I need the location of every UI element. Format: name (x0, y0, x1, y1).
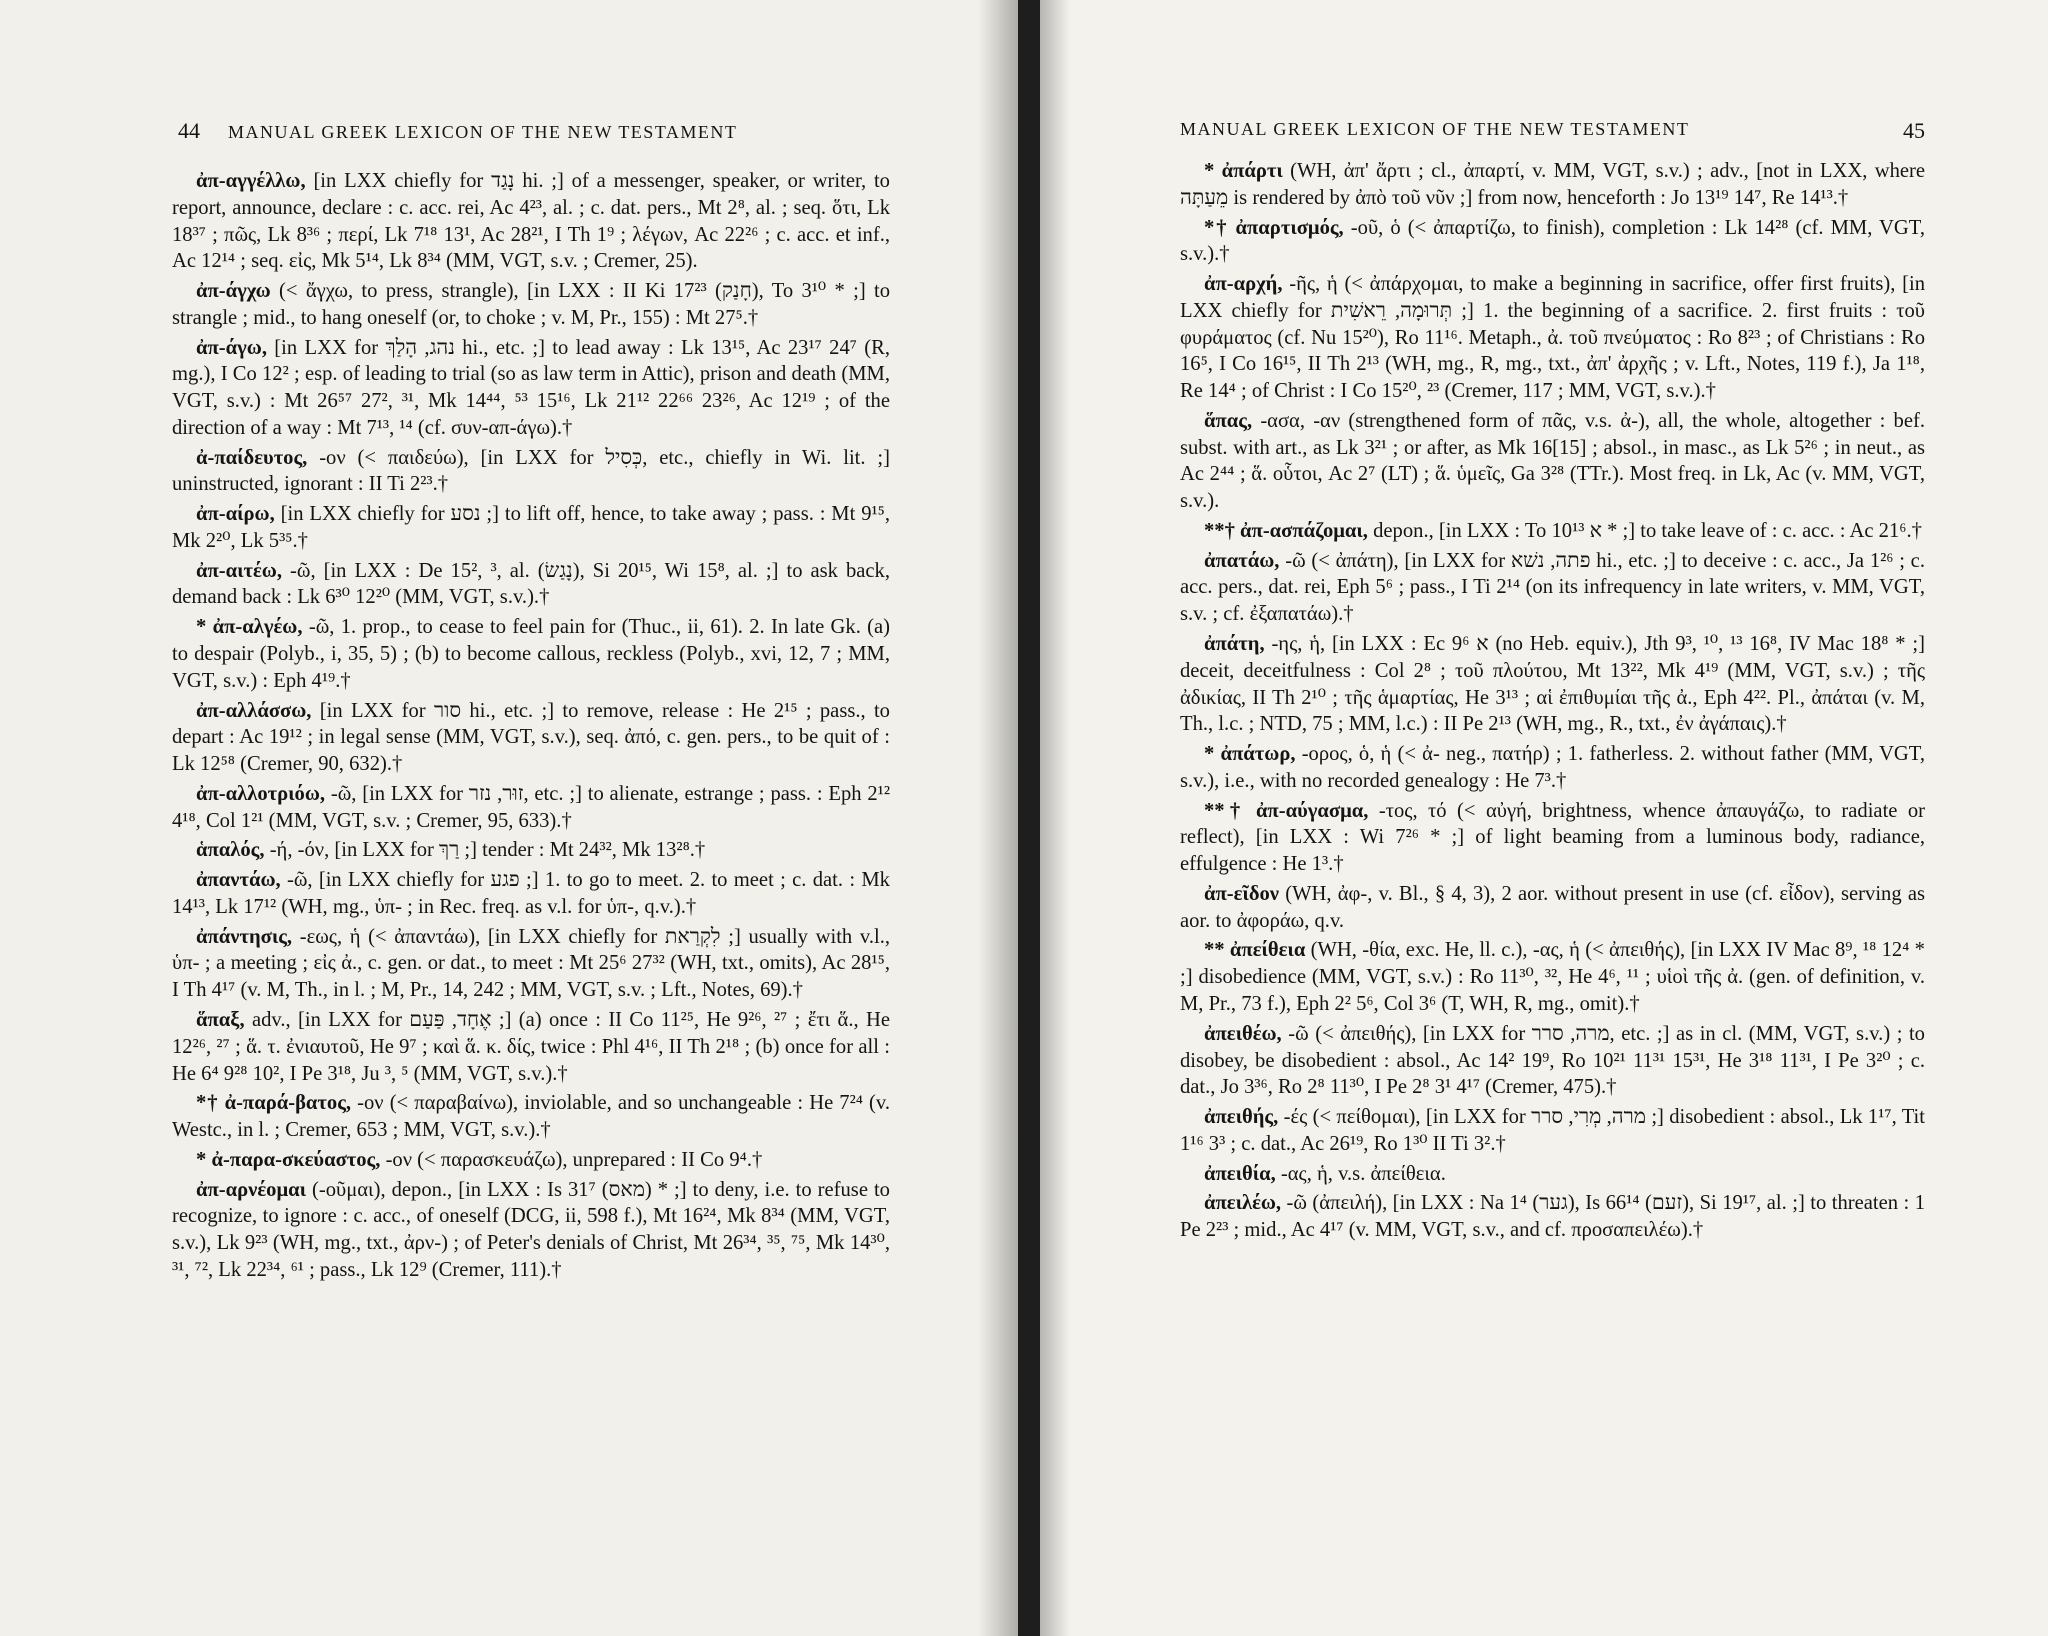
entry-definition: -τος, τό (< αὐγή, brightness, whence ἀπαυγάζω, to radiate or reflect), [in LXX : Wi 7²⁶ * ;] of light beaming from a luminous body, radiance, effulgence : He 1³.† (1180, 799, 1926, 876)
right-page (1040, 0, 2048, 1636)
entry-definition: (-οῦμαι), depon., [in LXX : Is 31⁷ (מאס) * ;] to deny, i.e. to refuse to recognize, to ignore : c. acc., of oneself (DCG, ii, 598 f.), Mt 16²⁴, Mk 8³⁴ (MM, VGT, s.v.), Lk 9²³ (WH, mg., txt., ἀρν-) ; of Peter's denials of Christ, Mt 26³⁴, ³⁵, ⁷⁵, Mk 14³⁰, ³¹, ⁷², Lk 22³⁴, ⁶¹ ; pass., Lk 12⁹ (Cremer, 111).† (172, 1178, 890, 1281)
entry-definition: -οῦ, ὁ (< ἀπαρτίζω, to finish), completion : Lk 14²⁸ (cf. MM, VGT, s.v.).† (1180, 216, 1925, 266)
entry-definition: -ον (< παρασκευάζω), unprepared : II Co 9⁴.† (385, 1148, 763, 1171)
lexicon-entry (1180, 518, 1925, 545)
lexicon-entry (172, 1007, 890, 1087)
entry-definition: (< ἄγχω, to press, strangle), [in LXX : II Ki 17²³ (חָנַק), To 3¹⁰ * ;] to strangle ; mid., to hang oneself (or, to choke ; v. M, Pr., 155) : Mt 27⁵.† (172, 280, 890, 329)
right-lexicon-column (1180, 158, 1925, 1247)
entry-lemma: ἀπ-άγχω (196, 280, 271, 303)
entry-definition: -ῶ, [in LXX : De 15², ³, al. (נָגַשׂ), Si 20¹⁵, Wi 15⁸, al. ;] to ask back, demand back : Lk 6³⁰ 12²⁰ (MM, VGT, s.v.).† (172, 559, 890, 609)
lexicon-entry (1180, 741, 1925, 795)
left-page-number: 44 (178, 118, 200, 143)
left-lexicon-column (172, 168, 890, 1287)
entry-lemma: ἀπ-αρχή, (1204, 273, 1283, 296)
entry-lemma: ἅπαξ, (196, 1008, 245, 1031)
entry-lemma: ἀπ-αλλάσσω, (196, 699, 312, 722)
lexicon-entry (172, 837, 890, 864)
entry-definition: -ας, ἡ, v.s. ἀπείθεια. (1280, 1162, 1446, 1185)
right-page-number: 45 (1903, 118, 1925, 143)
entry-definition: (WH, ἀφ-, v. Bl., § 4, 3), 2 aor. without present in use (cf. εἶδον), serving as aor. to ἀφοράω, q.v. (1180, 882, 1925, 932)
entry-mark: *† (196, 1092, 219, 1115)
lexicon-entry (1180, 1104, 1925, 1158)
entry-definition: -ῶ, 1. prop., to cease to feel pain for (Thuc., ii, 61). 2. In late Gk. (a) to despair (Polyb., i, 35, 5) ; (b) to become callous, reckless (Polyb., xvi, 12, 7 ; MM, VGT, s.v.) : Eph 4¹⁹.† (172, 616, 891, 692)
entry-definition: -ές (< πείθομαι), [in LXX for מרה, מְרִי, סרר ;] disobedient : absol., Lk 1¹⁷, Tit 1¹⁶ 3³ ; c. dat., Ac 26¹⁹, Ro 1³⁰ II Ti 3².† (1180, 1106, 1925, 1155)
lexicon-entry (1180, 1021, 1925, 1101)
lexicon-entry (172, 924, 890, 1004)
lexicon-entry (1180, 1161, 1925, 1188)
entry-definition: -εως, ἡ (< ἀπαντάω), [in LXX chiefly for לִקְרַאת ;] usually with v.l., ὑπ- ; a meeting ; εἰς ἀ., c. gen. or dat., to meet : Mt 25⁶ 27³² (WH, txt., omits), Ac 28¹⁵, I Th 4¹⁷ (v. M, Th., in l. ; M, Pr., 14, 242 ; MM, VGT, s.v. ; Lft., Notes, 69).† (172, 925, 890, 1002)
entry-definition: (WH, ἀπ' ἄρτι ; cl., ἀπαρτί, v. MM, VGT, s.v.) ; adv., [not in LXX, where מֵעַתָּה is rendered by ἀπὸ τοῦ νῦν ;] from now, henceforth : Jo 13¹⁹ 14⁷, Re 14¹³.† (1180, 160, 1926, 209)
entry-lemma: ἀπαρτισμός, (1235, 216, 1344, 239)
entry-lemma: ἀπειθία, (1204, 1162, 1276, 1185)
lexicon-entry (1180, 937, 1925, 1017)
entry-definition: -ῶ, [in LXX for זוּר, נזר, etc. ;] to alienate, estrange ; pass. : Eph 2¹² 4¹⁸, Col 1²¹ (MM, VGT, s.v. ; Cremer, 95, 633).† (172, 782, 890, 832)
entry-lemma: ἀπάτωρ, (1220, 743, 1296, 766)
lexicon-entry (172, 698, 890, 778)
left-running-header (178, 118, 878, 144)
entry-mark: * (1204, 743, 1215, 766)
left-page (0, 0, 1018, 1636)
entry-lemma: ἀπ-αγγέλλω, (196, 170, 306, 192)
entry-lemma: ἀ-παρα-σκεύαστος, (211, 1148, 381, 1171)
entry-definition: -ῶ, [in LXX chiefly for פגע ;] 1. to go to meet. 2. to meet ; c. dat. : Mk 14¹³, Lk 17¹² (WH, mg., ὑπ- ; in Rec. freq. as v.l. for ὑπ-, q.v.).† (172, 869, 890, 918)
lexicon-entry (1180, 215, 1925, 269)
lexicon-entry (172, 1177, 890, 1284)
entry-definition: -ασα, -αν (strengthened form of πᾶς, v.s. ἀ-), all, the whole, altogether : bef. subst. with art., as Lk 3²¹ ; or after, as Mk 16[15] ; absol., in masc., as Lk 5²⁶ ; in neut., as Ac 2⁴⁴ ; ἅ. οὗτοι, Ac 2⁷ (LT) ; ἅ. ὑμεῖς, Ga 3²⁸ (TTr.). Most freq. in Lk, Ac (v. MM, VGT, s.v.). (1180, 409, 1926, 513)
entry-definition: -ορος, ὁ, ἡ (< ἀ- neg., πατήρ) ; 1. fatherless. 2. without father (MM, VGT, s.v.), i.e., with no recorded genealogy : He 7³.† (1180, 743, 1925, 792)
lexicon-entry (172, 867, 890, 921)
entry-lemma: ἀπ-αύγασμα, (1255, 799, 1369, 822)
entry-definition: -ῶ (< ἀπειθής), [in LXX for מרה, סרר, etc. ;] as in cl. (MM, VGT, s.v.) ; to disobey, be disobedient : absol., Ac 14² 19⁹, Ro 10²¹ 11³¹ 15³¹, He 3¹⁸ 11³¹, I Pe 3²⁰ ; c. dat., Jo 3³⁶, Ro 2⁸ 11³⁰, I Pe 2⁸ 3¹ 4¹⁷ (Cremer, 475).† (1180, 1022, 1925, 1099)
left-running-title: MANUAL GREEK LEXICON OF THE NEW TESTAMENT (228, 122, 738, 142)
entry-lemma: ἀπ-αλγέω, (212, 616, 303, 639)
lexicon-entry (1180, 271, 1925, 405)
entry-definition: -ον (< παραβαίνω), inviolable, and so unchangeable : He 7²⁴ (v. Westc., in l. ; Cremer, 653 ; MM, VGT, s.v.).† (172, 1092, 890, 1142)
lexicon-entry (172, 501, 890, 555)
lexicon-entry (1180, 881, 1925, 935)
entry-lemma: ἀπείθεια (1229, 939, 1306, 962)
entry-definition: -ή, -όν, [in LXX for רַךְ ;] tender : Mt 24³², Mk 13²⁸.† (269, 839, 706, 862)
entry-lemma: ἀ-παρά-βατος, (224, 1092, 352, 1115)
lexicon-entry (1180, 798, 1925, 878)
entry-lemma: ἀπ-ασπάζομαι, (1240, 519, 1368, 542)
lexicon-entry (1180, 408, 1925, 515)
entry-mark: **† (1204, 519, 1235, 542)
entry-lemma: ἀπάτη, (1204, 633, 1265, 656)
entry-lemma: ἀπατάω, (1204, 549, 1280, 572)
entry-lemma: ἁπαλός, (196, 839, 265, 862)
entry-definition: depon., [in LXX : To 10¹³ א * ;] to take leave of : c. acc. : Ac 21⁶.† (1373, 519, 1922, 542)
entry-lemma: ἀπ-άγω, (196, 336, 267, 359)
entry-lemma: ἀπάντησις, (196, 925, 293, 948)
entry-mark: * (196, 1148, 207, 1171)
entry-lemma: ἀπ-εῖδον (1204, 882, 1280, 905)
entry-definition: -ον (< παιδεύω), [in LXX for כְּסִיל, etc., chiefly in Wi. lit. ;] uninstructed, ignorant : II Ti 2²³.† (172, 446, 890, 496)
entry-lemma: ἀπειθής, (1204, 1106, 1279, 1129)
lexicon-entry (172, 335, 890, 442)
lexicon-entry (172, 445, 890, 499)
lexicon-entry (172, 781, 890, 835)
entry-definition: [in LXX chiefly for נסע ;] to lift off, hence, to take away ; pass. : Mt 9¹⁵, Mk 2²⁰, Lk 5³⁵.† (172, 503, 890, 552)
entry-definition: (WH, -θία, exc. He, ll. c.), -ας, ἡ (< ἀπειθής), [in LXX IV Mac 8⁹, ¹⁸ 12⁴ * ;] disobedience (MM, VGT, s.v.) : Ro 11³⁰, ³², He 4⁶, ¹¹ ; υἱοὶ τῆς ἀ. (gen. of definition, v. M, Pr., 73 f.), Eph 2² 5⁶, Col 3⁶ (T, WH, R, mg., omit).† (1180, 939, 1925, 1015)
entry-lemma: ἀ-παίδευτος, (196, 446, 308, 469)
lexicon-entry (172, 168, 890, 275)
right-running-header (1180, 118, 1925, 144)
entry-lemma: ἀπειλέω, (1204, 1192, 1282, 1215)
entry-definition: -ῶ (< ἀπάτη), [in LXX for פתה, נשׁא hi., etc. ;] to deceive : c. acc., Ja 1²⁶ ; c. acc. pers., dat. rei, Eph 5⁶ ; pass., I Ti 2¹⁴ (on its infrequency in late writers, v. MM, VGT, s.v. ; cf. ἐξαπατάω).† (1180, 549, 1925, 626)
entry-mark: *† (1204, 216, 1229, 239)
lexicon-entry (1180, 1190, 1925, 1244)
entry-lemma: ἀπ-αλλοτριόω, (196, 782, 326, 805)
lexicon-entry (172, 614, 890, 694)
entry-definition: [in LXX chiefly for נָגַד hi. ;] of a messenger, speaker, or writer, to report, announce, declare : c. acc. rei, Ac 4²³, al. ; c. dat. pers., Mt 2⁸, al. ; seq. ὅτι, Lk 18³⁷ ; πῶς, Lk 8³⁶ ; περί, Lk 7¹⁸ 13¹, Ac 28²¹, I Th 1⁹ ; λέγων, Ac 22²⁶ ; c. acc. et inf., Ac 12¹⁴ ; seq. εἰς, Mk 5¹⁴, Lk 8³⁴ (MM, VGT, s.v. ; Cremer, 25). (172, 170, 890, 273)
entry-lemma: ἀπ-αιτέω, (196, 559, 283, 582)
entry-definition: -ῆς, ἡ (< ἀπάρχομαι, to make a beginning in sacrifice, offer first fruits), [in LXX chiefly for תְּרוּמָה, רֵאשִׁית ;] 1. the beginning of a sacrifice. 2. first fruits : τοῦ φυράματος (cf. Nu 15²⁰), Ro 11¹⁶. Metaph., ἀ. τοῦ πνεύματος : Ro 8²³ ; of Christians : Ro 16⁵, I Co 16¹⁵, II Th 2¹³ (WH, mg., R, mg., txt., ἀπ' ἀρχῆς ; v. Lft., Notes, 119 f.), Ja 1¹⁸, Re 14⁴ ; of Christ : I Co 15²⁰, ²³ (Cremer, 117 ; MM, VGT, s.v.).† (1180, 273, 1925, 403)
entry-definition: adv., [in LXX for אֶחָד, פַּעַם ;] (a) once : II Co 11²⁵, He 9²⁶, ²⁷ ; ἔτι ἅ., He 12²⁶, ²⁷ ; ἅ. τ. ἐνιαυτοῦ, He 9⁷ ; καὶ ἅ. κ. δίς, twice : Phl 4¹⁶, II Th 2¹⁸ ; (b) once for all : He 6⁴ 9²⁸ 10², I Pe 3¹⁸, Ju ³, ⁵ (MM, VGT, s.v.).† (172, 1008, 891, 1085)
entry-mark: * (196, 616, 207, 639)
entry-mark: **† (1204, 799, 1246, 822)
entry-definition: [in LXX for סור hi., etc. ;] to remove, release : He 2¹⁵ ; pass., to depart : Ac 19¹² ; in legal sense (MM, VGT, s.v.), seq. ἀπό, c. gen. pers., to be quit of : Lk 12⁵⁸ (Cremer, 90, 632).† (172, 699, 890, 776)
lexicon-entry (172, 278, 890, 332)
lexicon-entry (172, 1090, 890, 1144)
entry-definition: -ης, ἡ, [in LXX : Ec 9⁶ א (no Heb. equiv.), Jth 9³, ¹⁰, ¹³ 16⁸, IV Mac 18⁸ * ;] deceit, deceitfulness : Col 2⁸ ; τοῦ πλούτου, Mt 13²², Mk 4¹⁹ (MM, VGT, s.v.) ; τῆς ἀδικίας, II Th 2¹⁰ ; τῆς ἁμαρτίας, He 3¹³ ; αἱ ἐπιθυμίαι τῆς ἀ., Eph 4²². Pl., ἀπάται (v. M, Th., l.c. ; NTD, 75 ; MM, l.c.) : II Pe 2¹³ (WH, mg., R., txt., ἐν ἀγάπαις).† (1180, 633, 1925, 736)
entry-lemma: ἀπαντάω, (196, 869, 281, 892)
entry-mark: * (1204, 160, 1215, 182)
entry-lemma: ἀπάρτι (1221, 160, 1283, 182)
lexicon-entry (172, 558, 890, 612)
lexicon-entry (1180, 631, 1925, 738)
entry-lemma: ἀπ-αρνέομαι (196, 1178, 306, 1201)
lexicon-entry (172, 1147, 890, 1174)
entry-lemma: ἀπ-αίρω, (196, 503, 275, 526)
entry-lemma: ἀπειθέω, (1204, 1022, 1282, 1045)
lexicon-entry (1180, 158, 1925, 212)
entry-definition: [in LXX for נהג, הָלַךְ hi., etc. ;] to lead away : Lk 13¹⁵, Ac 23¹⁷ 24⁷ (R, mg.), I Co 12² ; esp. of leading to trial (so as law term in Attic), prison and death (MM, VGT, s.v.) : Mt 26⁵⁷ 27², ³¹, Mk 14⁴⁴, ⁵³ 15¹⁶, Lk 21¹² 22⁶⁶ 23²⁶, Ac 12¹⁹ ; of the direction of a way : Mt 7¹³, ¹⁴ (cf. συν-απ-άγω).† (172, 336, 891, 439)
right-running-title: MANUAL GREEK LEXICON OF THE NEW TESTAMENT (1180, 119, 1690, 139)
entry-lemma: ἅπας, (1204, 409, 1253, 432)
entry-definition: -ῶ (ἀπειλή), [in LXX : Na 1⁴ (גער), Is 66¹⁴ (זעם), Si 19¹⁷, al. ;] to threaten : 1 Pe 2²³ ; mid., Ac 4¹⁷ (v. MM, VGT, s.v., and cf. προσαπειλέω).† (1180, 1192, 1925, 1242)
entry-mark: ** (1204, 939, 1225, 962)
lexicon-entry (1180, 548, 1925, 628)
